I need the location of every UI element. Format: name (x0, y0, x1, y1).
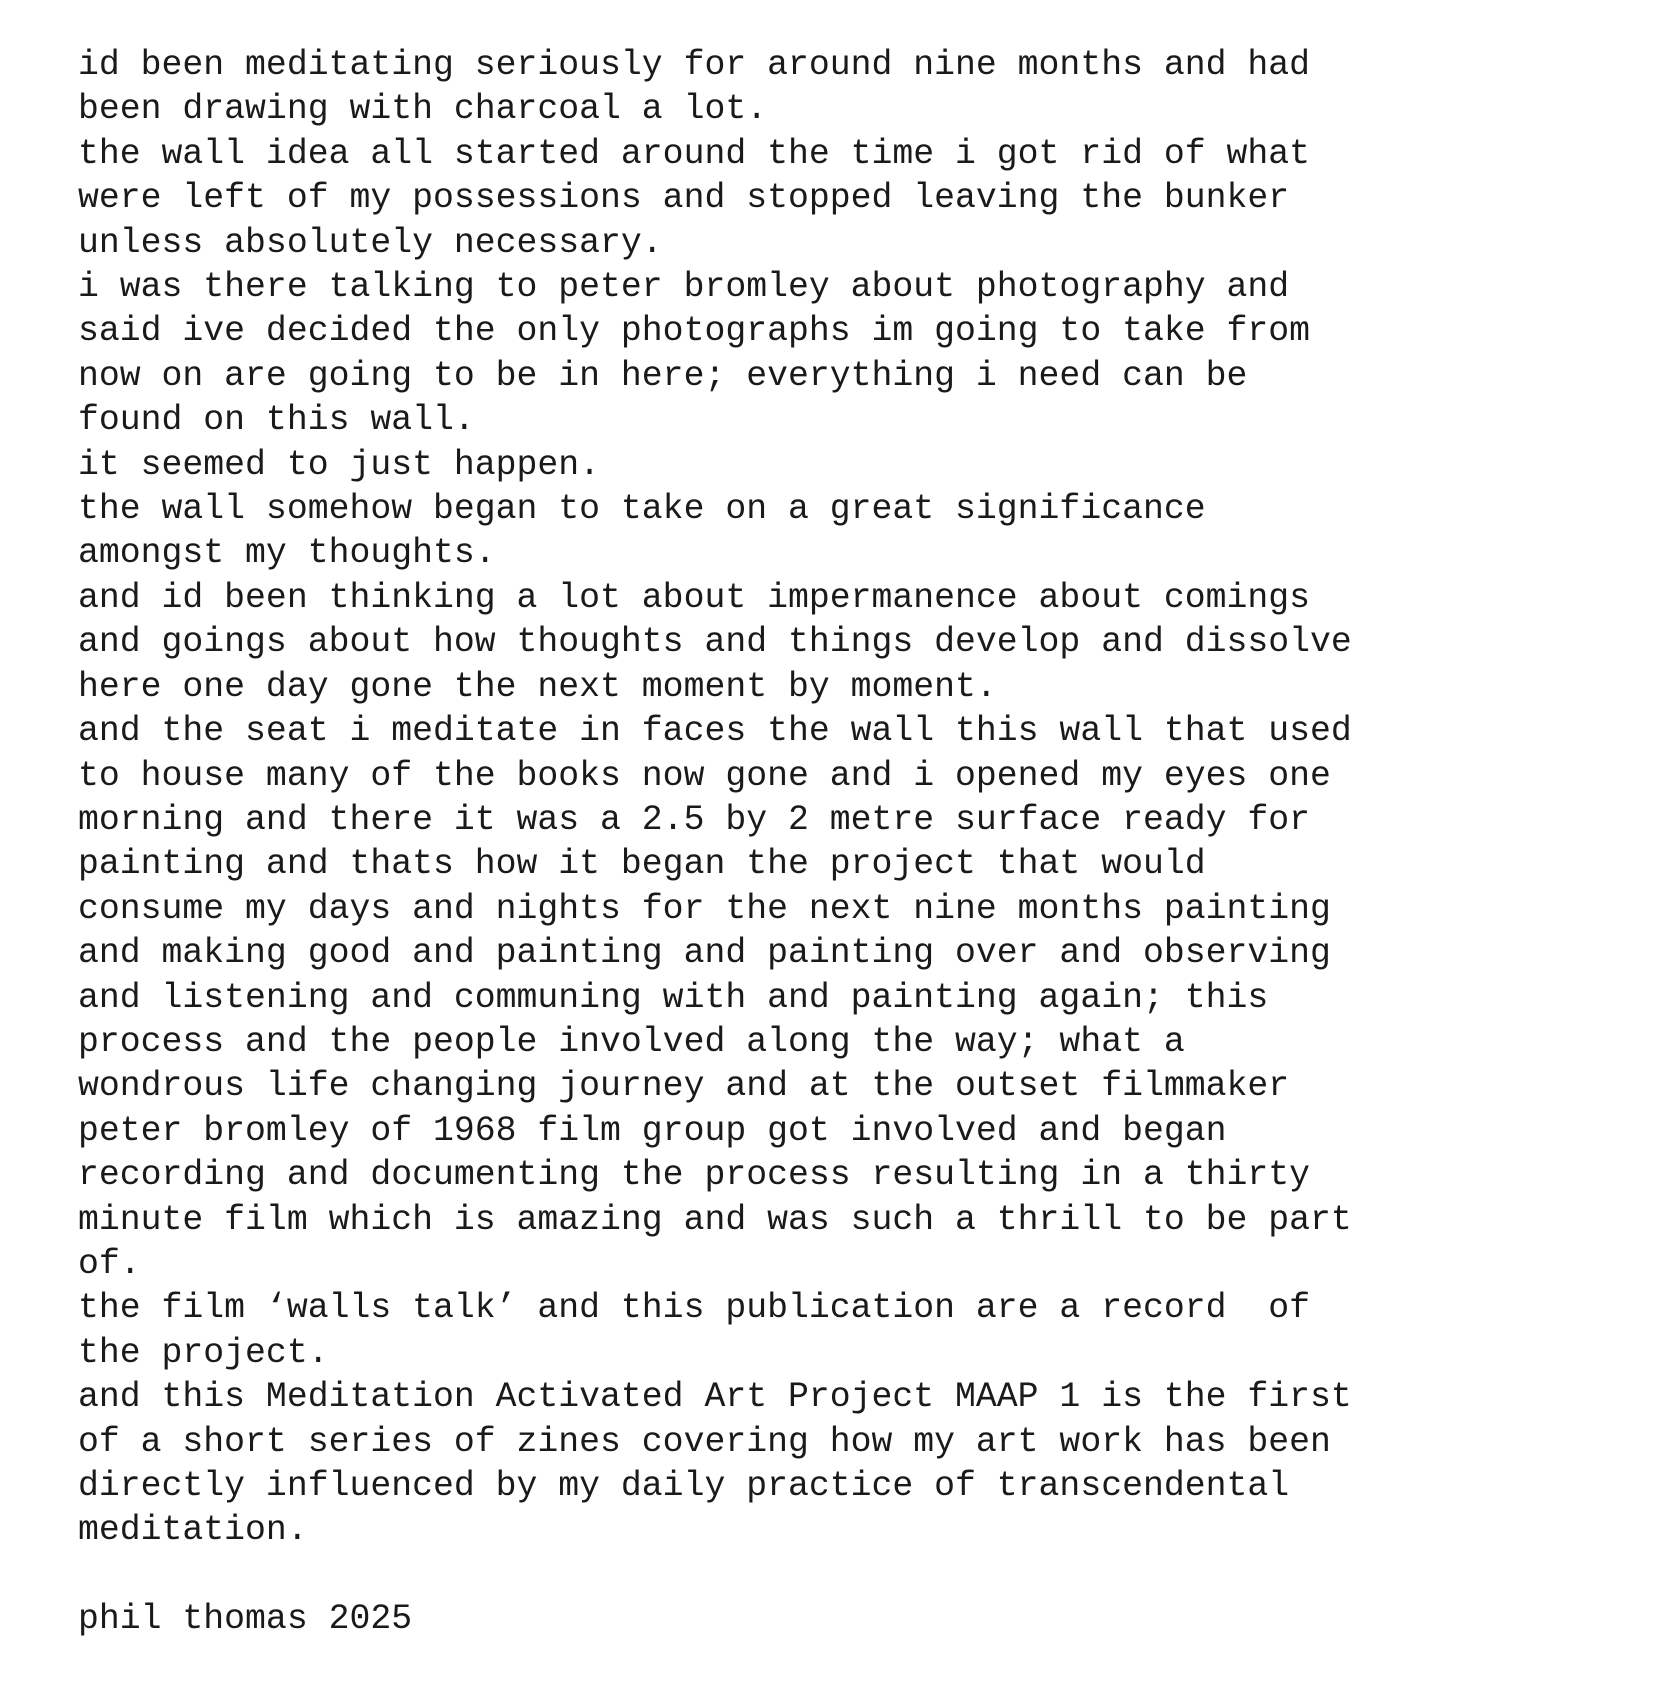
text-line: been drawing with charcoal a lot. (78, 90, 768, 130)
text-line: and the seat i meditate in faces the wall this wall that used (78, 712, 1352, 752)
text-line: amongst my thoughts. (78, 534, 496, 574)
text-line: consume my days and nights for the next nine months painting (78, 889, 1331, 929)
signature: phil thomas 2025 (78, 1600, 413, 1640)
text-line: peter bromley of 1968 film group got involved and began (78, 1111, 1227, 1151)
text-line: and this Meditation Activated Art Project MAAP 1 is the first (78, 1378, 1352, 1418)
text-line: the project. (78, 1333, 329, 1373)
text-line: unless absolutely necessary. (78, 223, 663, 263)
text-line: the film ‘walls talk’ and this publication are a record of (78, 1289, 1311, 1329)
blank-line (78, 1554, 1630, 1598)
text-line: wondrous life changing journey and at the outset filmmaker (78, 1067, 1290, 1107)
text-line: and id been thinking a lot about impermanence about comings (78, 578, 1311, 618)
text-line: and goings about how thoughts and things develop and dissolve (78, 623, 1352, 663)
text-line: to house many of the books now gone and i opened my eyes one (78, 756, 1331, 796)
text-line: it seemed to just happen. (78, 445, 601, 485)
text-line: were left of my possessions and stopped leaving the bunker (78, 179, 1290, 219)
text-line: said ive decided the only photographs im going to take from (78, 312, 1311, 352)
text-line: process and the people involved along the way; what a (78, 1022, 1185, 1062)
text-line: meditation. (78, 1511, 308, 1551)
text-line: and listening and communing with and painting again; this (78, 978, 1269, 1018)
text-line: recording and documenting the process resulting in a thirty (78, 1156, 1311, 1196)
text-line: the wall idea all started around the time i got rid of what (78, 134, 1311, 174)
text-line: directly influenced by my daily practice of transcendental (78, 1467, 1290, 1506)
text-line: i was there talking to peter bromley about photography and (78, 268, 1290, 308)
text-line: morning and there it was a 2.5 by 2 metre surface ready for (78, 800, 1311, 840)
text-line: found on this wall. (78, 401, 475, 441)
text-line: minute film which is amazing and was such a thrill to be part (78, 1200, 1352, 1240)
text-line: and making good and painting and painting over and observing (78, 934, 1331, 974)
body-text (78, 44, 1630, 1554)
text-line: id been meditating seriously for around nine months and had (78, 46, 1311, 85)
text-line: painting and thats how it began the project that would (78, 845, 1206, 885)
text-line: now on are going to be in here; everything i need can be (78, 356, 1248, 396)
text-line: here one day gone the next moment by moment. (78, 667, 997, 707)
text-line: of a short series of zines covering how my art work has been (78, 1422, 1331, 1462)
text-line: of. (78, 1244, 141, 1284)
text-line: the wall somehow began to take on a great significance (78, 490, 1206, 530)
